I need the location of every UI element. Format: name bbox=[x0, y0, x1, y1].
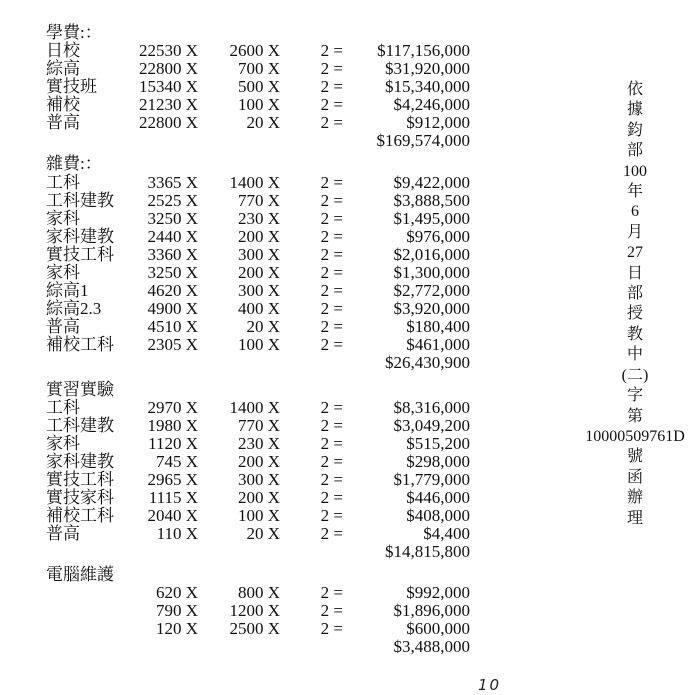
row-quantity: 3360 X bbox=[147, 245, 198, 264]
row-label: 綜高1 bbox=[46, 281, 89, 300]
row-amount: $9,422,000 bbox=[393, 173, 470, 192]
row-quantity: 2965 X bbox=[147, 470, 198, 489]
row-quantity: 22530 X bbox=[138, 41, 198, 60]
row-factor: 2 = bbox=[320, 470, 343, 489]
row-quantity: 3250 X bbox=[147, 263, 198, 282]
row-label: 工科 bbox=[46, 398, 80, 417]
row-quantity: 1980 X bbox=[147, 416, 198, 435]
table-row bbox=[0, 399, 490, 416]
row-unit: 100 X bbox=[237, 95, 280, 114]
row-unit: 20 X bbox=[246, 113, 280, 132]
row-factor: 2 = bbox=[320, 583, 343, 602]
row-label: 家科建教 bbox=[46, 227, 114, 246]
row-factor: 2 = bbox=[320, 245, 343, 264]
row-unit: 1200 X bbox=[229, 601, 280, 620]
side-note-char: 授 bbox=[626, 305, 643, 323]
row-unit: 300 X bbox=[237, 470, 280, 489]
row-quantity: 4510 X bbox=[147, 317, 198, 336]
row-unit: 100 X bbox=[237, 506, 280, 525]
side-note-char: 依 bbox=[626, 81, 643, 98]
row-quantity: 3365 X bbox=[147, 173, 198, 192]
row-quantity: 1120 X bbox=[148, 434, 198, 453]
row-amount: $912,000 bbox=[406, 113, 470, 132]
row-factor: 2 = bbox=[320, 227, 343, 246]
row-quantity: 22800 X bbox=[138, 59, 198, 78]
row-factor: 2 = bbox=[320, 173, 343, 192]
row-amount: $408,000 bbox=[406, 506, 470, 525]
row-quantity: 745 X bbox=[155, 452, 198, 471]
table-row bbox=[0, 525, 490, 542]
row-amount: $4,400 bbox=[423, 524, 470, 543]
row-unit: 770 X bbox=[237, 191, 280, 210]
side-note-char: 27 bbox=[627, 244, 643, 262]
table-row bbox=[0, 210, 490, 227]
side-note-char: 函 bbox=[626, 468, 643, 486]
row-factor: 2 = bbox=[320, 619, 343, 638]
row-amount: $976,000 bbox=[406, 227, 470, 246]
section-total: $3,488,000 bbox=[393, 637, 470, 656]
row-label: 補校工科 bbox=[46, 335, 114, 354]
row-unit: 20 X bbox=[246, 317, 280, 336]
row-factor: 2 = bbox=[320, 209, 343, 228]
row-quantity: 790 X bbox=[155, 601, 198, 620]
row-quantity: 2305 X bbox=[147, 335, 198, 354]
row-label: 家科 bbox=[46, 263, 80, 282]
section-title-tuition: 學費:： bbox=[46, 23, 102, 42]
row-unit: 400 X bbox=[237, 299, 280, 318]
table-row bbox=[0, 282, 490, 299]
table-row bbox=[0, 300, 490, 317]
section-total: $169,574,000 bbox=[376, 131, 470, 150]
row-factor: 2 = bbox=[320, 398, 343, 417]
row-label: 實技工科 bbox=[46, 470, 114, 489]
row-amount: $461,000 bbox=[406, 335, 470, 354]
side-note-char: 10000509761D bbox=[585, 427, 685, 445]
row-factor: 2 = bbox=[320, 416, 343, 435]
row-factor: 2 = bbox=[320, 317, 343, 336]
table-row bbox=[0, 602, 490, 619]
row-amount: $515,200 bbox=[406, 434, 470, 453]
table-row bbox=[0, 96, 490, 113]
row-quantity: 22800 X bbox=[138, 113, 198, 132]
table-row bbox=[0, 471, 490, 488]
row-amount: $1,896,000 bbox=[393, 601, 470, 620]
row-quantity: 4620 X bbox=[147, 281, 198, 300]
row-unit: 800 X bbox=[237, 583, 280, 602]
row-factor: 2 = bbox=[320, 263, 343, 282]
row-label: 補校 bbox=[46, 95, 80, 114]
table-row bbox=[0, 246, 490, 263]
row-label: 綜高 bbox=[46, 59, 80, 78]
side-note-char: 理 bbox=[626, 509, 643, 527]
row-unit: 500 X bbox=[237, 77, 280, 96]
row-amount: $180,400 bbox=[406, 317, 470, 336]
section-title-misc-fees: 雜費:： bbox=[46, 154, 102, 173]
row-unit: 230 X bbox=[237, 434, 280, 453]
side-note-char: 第 bbox=[626, 407, 643, 425]
side-note bbox=[560, 80, 700, 529]
row-label: 實技班 bbox=[46, 77, 97, 96]
row-unit: 1400 X bbox=[229, 398, 280, 417]
row-amount: $600,000 bbox=[406, 619, 470, 638]
row-unit: 700 X bbox=[237, 59, 280, 78]
row-unit: 770 X bbox=[237, 416, 280, 435]
row-quantity: 15340 X bbox=[138, 77, 198, 96]
row-label: 工科建教 bbox=[46, 191, 114, 210]
row-factor: 2 = bbox=[320, 95, 343, 114]
row-amount: $4,246,000 bbox=[393, 95, 470, 114]
table-row bbox=[0, 264, 490, 281]
side-note-char: 號 bbox=[626, 448, 643, 466]
row-factor: 2 = bbox=[320, 524, 343, 543]
row-label: 家科建教 bbox=[46, 452, 114, 471]
table-row bbox=[0, 417, 490, 434]
section-total: $26,430,900 bbox=[385, 353, 470, 372]
table-row bbox=[0, 114, 490, 131]
row-amount: $2,772,000 bbox=[393, 281, 470, 300]
row-unit: 100 X bbox=[237, 335, 280, 354]
row-factor: 2 = bbox=[320, 59, 343, 78]
row-label: 普高 bbox=[46, 113, 80, 132]
row-unit: 200 X bbox=[237, 452, 280, 471]
row-amount: $117,156,000 bbox=[377, 41, 470, 60]
table-row bbox=[0, 174, 490, 191]
row-label: 普高 bbox=[46, 317, 80, 336]
section-title-computer-maintenance: 電腦維護 bbox=[46, 565, 114, 584]
row-factor: 2 = bbox=[320, 113, 343, 132]
row-unit: 200 X bbox=[237, 263, 280, 282]
row-label: 普高 bbox=[46, 524, 80, 543]
row-amount: $15,340,000 bbox=[385, 77, 470, 96]
row-amount: $1,495,000 bbox=[393, 209, 470, 228]
row-amount: $3,920,000 bbox=[393, 299, 470, 318]
row-factor: 2 = bbox=[320, 601, 343, 620]
row-quantity: 21230 X bbox=[138, 95, 198, 114]
row-factor: 2 = bbox=[320, 335, 343, 354]
row-quantity: 4900 X bbox=[147, 299, 198, 318]
table-row bbox=[0, 336, 490, 353]
table-row bbox=[0, 78, 490, 95]
side-note-char: 辦 bbox=[626, 489, 643, 507]
row-label: 實技工科 bbox=[46, 245, 114, 264]
row-quantity: 2970 X bbox=[147, 398, 198, 417]
row-label: 實技家科 bbox=[46, 488, 114, 507]
section-title-practicum: 實習實驗 bbox=[46, 380, 114, 399]
table-row bbox=[0, 620, 490, 637]
row-factor: 2 = bbox=[320, 281, 343, 300]
row-unit: 20 X bbox=[246, 524, 280, 543]
side-note-char: 年 bbox=[626, 183, 643, 201]
row-quantity: 110 X bbox=[156, 524, 198, 543]
side-note-char: 部 bbox=[626, 142, 643, 160]
row-amount: $1,300,000 bbox=[393, 263, 470, 282]
row-label: 家科 bbox=[46, 434, 80, 453]
row-label: 工科建教 bbox=[46, 416, 114, 435]
row-factor: 2 = bbox=[320, 299, 343, 318]
side-note-char: 100 bbox=[623, 162, 647, 180]
row-label: 工科 bbox=[46, 173, 80, 192]
table-row bbox=[0, 584, 490, 601]
row-amount: $446,000 bbox=[406, 488, 470, 507]
side-note-char: 中 bbox=[626, 346, 643, 364]
row-quantity: 2525 X bbox=[147, 191, 198, 210]
row-quantity: 2440 X bbox=[147, 227, 198, 246]
row-quantity: 120 X bbox=[155, 619, 198, 638]
row-amount: $992,000 bbox=[406, 583, 470, 602]
table-row bbox=[0, 42, 490, 59]
row-factor: 2 = bbox=[320, 41, 343, 60]
row-label: 綜高2.3 bbox=[46, 299, 102, 318]
page-number-handwritten: 10 bbox=[478, 676, 502, 694]
row-quantity: 3250 X bbox=[147, 209, 198, 228]
row-amount: $3,888,500 bbox=[393, 191, 470, 210]
side-note-char: 部 bbox=[626, 285, 643, 303]
row-factor: 2 = bbox=[320, 77, 343, 96]
row-factor: 2 = bbox=[320, 488, 343, 507]
row-amount: $31,920,000 bbox=[385, 59, 470, 78]
row-label: 家科 bbox=[46, 209, 80, 228]
table-row bbox=[0, 453, 490, 470]
row-quantity: 620 X bbox=[155, 583, 198, 602]
row-amount: $3,049,200 bbox=[393, 416, 470, 435]
row-unit: 200 X bbox=[237, 227, 280, 246]
side-note-char: 6 bbox=[631, 203, 639, 221]
row-amount: $8,316,000 bbox=[393, 398, 470, 417]
row-factor: 2 = bbox=[320, 191, 343, 210]
row-label: 日校 bbox=[46, 41, 80, 60]
row-unit: 230 X bbox=[237, 209, 280, 228]
row-unit: 2600 X bbox=[229, 41, 280, 60]
side-note-char: 月 bbox=[626, 223, 643, 241]
side-note-char: 據 bbox=[626, 101, 643, 119]
row-amount: $1,779,000 bbox=[393, 470, 470, 489]
row-quantity: 1115 X bbox=[148, 488, 198, 507]
row-unit: 2500 X bbox=[229, 619, 280, 638]
table-row bbox=[0, 435, 490, 452]
side-note-char: 日 bbox=[626, 264, 643, 282]
side-note-char: 字 bbox=[626, 387, 643, 405]
table-row bbox=[0, 489, 490, 506]
table-row bbox=[0, 318, 490, 335]
row-amount: $298,000 bbox=[406, 452, 470, 471]
row-amount: $2,016,000 bbox=[393, 245, 470, 264]
row-factor: 2 = bbox=[320, 434, 343, 453]
table-row bbox=[0, 228, 490, 245]
row-factor: 2 = bbox=[320, 506, 343, 525]
row-unit: 200 X bbox=[237, 488, 280, 507]
table-row bbox=[0, 60, 490, 77]
row-quantity: 2040 X bbox=[147, 506, 198, 525]
section-total: $14,815,800 bbox=[385, 542, 470, 561]
row-unit: 1400 X bbox=[229, 173, 280, 192]
row-label: 補校工科 bbox=[46, 506, 114, 525]
row-unit: 300 X bbox=[237, 281, 280, 300]
table-row bbox=[0, 192, 490, 209]
side-note-char: (二) bbox=[621, 366, 649, 384]
table-row bbox=[0, 507, 490, 524]
side-note-char: 教 bbox=[626, 325, 643, 343]
side-note-char: 鈞 bbox=[626, 121, 643, 139]
row-factor: 2 = bbox=[320, 452, 343, 471]
row-unit: 300 X bbox=[237, 245, 280, 264]
